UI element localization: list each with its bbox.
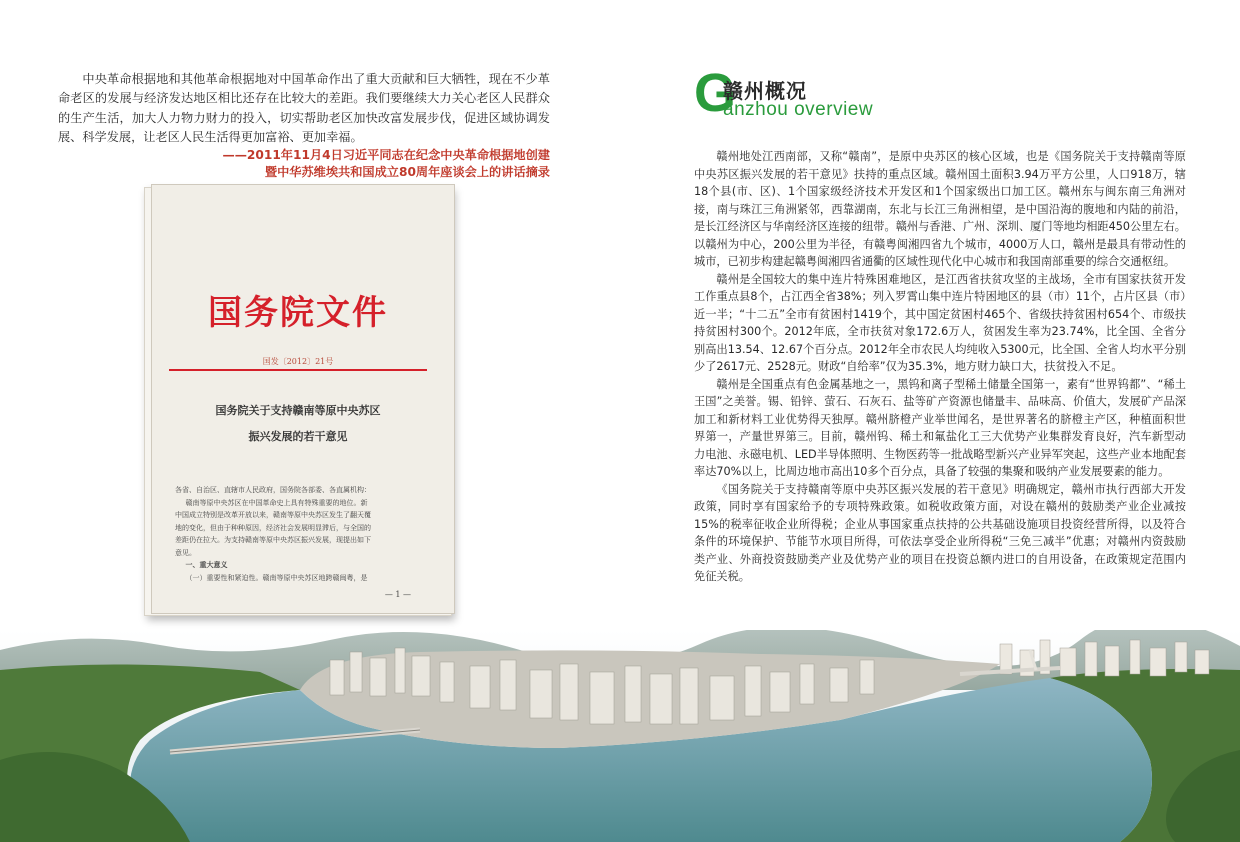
document-body-line: 地的变化，但由于种种原因，经济社会发展明显滞后，与全国的 (175, 523, 371, 532)
article-paragraph-3: 赣州是全国重点有色金属基地之一，黑钨和离子型稀土储量全国第一，素有“世界钨都”、“稀土王国”之美誉。锡、铅锌、萤石、石灰石、盐等矿产资源也储量丰、品味高、价值大，发展矿产品深加工和新材料工业优势得天独厚。赣州脐橙产业举世闻名，是世界著名的脐橙主产区，种植面积世界第一，产量世界第三。目前，赣州钨、稀土和氟盐化工三大优势产业集群发育良好，汽车新型动力电池、永磁电机、LED半导体照明、生物医药等一批战略型新兴产业异军突起，这些产业本地配套率达70%以上，比周边地市高出10多个百分点，具备了较强的集聚和吸纳产业发展要素的能力。 (694, 377, 1186, 478)
document-red-rule (169, 369, 427, 371)
document-body-line: 各省、自治区、直辖市人民政府，国务院各部委、各直属机构： (175, 486, 371, 494)
document-title-line-1: 国务院关于支持赣南等原中央苏区 (215, 404, 381, 417)
article-paragraph-1: 赣州地处江西南部，又称“赣南”，是原中央苏区的核心区域，也是《国务院关于支持赣南等原中央苏区振兴发展的若干意见》扶持的重点区域。赣州国土面积3.94万平方公里，人口918万，辖18个县(市、区)、1个国家级经济技术开发区和1个国家级出口加工区。赣州东与闽东南三角洲对接，南与珠江三角洲紧邻，西靠湖南，东北与长江三角洲相望，是中国沿海的腹地和内陆的前沿，是长江经济区与华南经济区连接的纽带。赣州与香港、广州、深圳、厦门等地均相距450公里左右。以赣州为中心，200公里为半径，有赣粤闽湘四省九个城市，4000万人口，赣州是最具有带动性的城市，已初步构建起赣粤闽湘四省通衢的区域性现代化中心城市和我国南部重要的综合交通枢纽。 (694, 150, 1186, 268)
document-body-line: 意见。 (175, 548, 196, 557)
heading-big-letter: G (694, 63, 737, 123)
document-body-line: 中国成立特别是改革开放以来，赣南等原中央苏区发生了翻天覆 (175, 511, 371, 519)
city-panorama-photo (0, 630, 1240, 842)
document-body (175, 484, 427, 584)
document-header: 国务院文件 (208, 293, 388, 333)
article-paragraph-2: 赣州是全国较大的集中连片特殊困难地区，是江西省扶贫攻坚的主战场，全市有国家扶贫开发工作重点县8个，占江西全省38%；列入罗霄山集中连片特困地区的县（市）11个，占片区县（市）近一半；“十二五”全市有贫困村1419个，其中国定贫困村465个、省级扶持贫困村654个、市级扶持贫困村300个。2012年底，全市扶贫对象172.6万人，贫困发生率为23.74%，比全国、全省分别高出13.54、12.67个百分点。2012年全市农民人均纯收入5300元，比全国、全省人均水平分别少了2617元、2528元。财政“自给率”仅为35.3%，地方财力缺口大，扶贫投入不足。 (694, 272, 1186, 373)
document-page-number: — 1 — (384, 590, 411, 599)
attribution-line-2: 暨中华苏维埃共和国成立80周年座谈会上的讲话摘录 (264, 164, 550, 179)
heading-title-en: anzhou overview (723, 99, 874, 120)
document-body-line: 差距仍在拉大。为支持赣南等原中央苏区振兴发展，现提出如下 (175, 536, 371, 544)
article-body (694, 148, 1186, 586)
document-section-heading: 一、重大意义 (185, 560, 228, 569)
article-paragraph-4: 《国务院关于支持赣南等原中央苏区振兴发展的若干意见》明确规定，赣州市执行西部大开发政策，同时享有国家给予的专项特殊政策。如税收政策方面，对设在赣州的鼓励类产业企业减按15%的税率征收企业所得税；企业从事国家重点扶持的公共基础设施项目投资经营所得，以及符合条件的环境保护、节能节水项目所得，可依法享受企业所得税“三免三减半”优惠；对赣州内资鼓励类产业、外商投资鼓励类产业及优势产业的项目在投资总额内进口的自用设备，在政策规定范围内免征关税。 (694, 482, 1186, 583)
attribution-line-1: ——2011年11月4日习近平同志在纪念中央革命根据地创建 (222, 148, 550, 162)
quote-attribution (150, 147, 550, 180)
document-body-line: （一）重要性和紧迫性。赣南等原中央苏区地跨赣闽粤，是 (185, 573, 368, 582)
document-number: 国发〔2012〕21号 (262, 357, 334, 366)
state-council-document-image (144, 187, 452, 616)
heading-title-zh: 赣州概况 (723, 79, 807, 103)
document-title-line-2: 振兴发展的若干意见 (248, 430, 348, 443)
quote-paragraph: 中央革命根据地和其他革命根据地对中国革命作出了重大贡献和巨大牺牲，现在不少革命老区的发展与经济发达地区相比还存在比较大的差距。我们要继续大力关心老区人民群众的生产生活，加大人力物力财力的投入，切实帮助老区加快改富发展步伐，促进区域协调发展、科学发展，让老区人民生活得更加富裕、更加幸福。 (58, 72, 550, 145)
document-body-line: 赣南等原中央苏区在中国革命史上具有特殊重要的地位。新 (185, 498, 368, 507)
